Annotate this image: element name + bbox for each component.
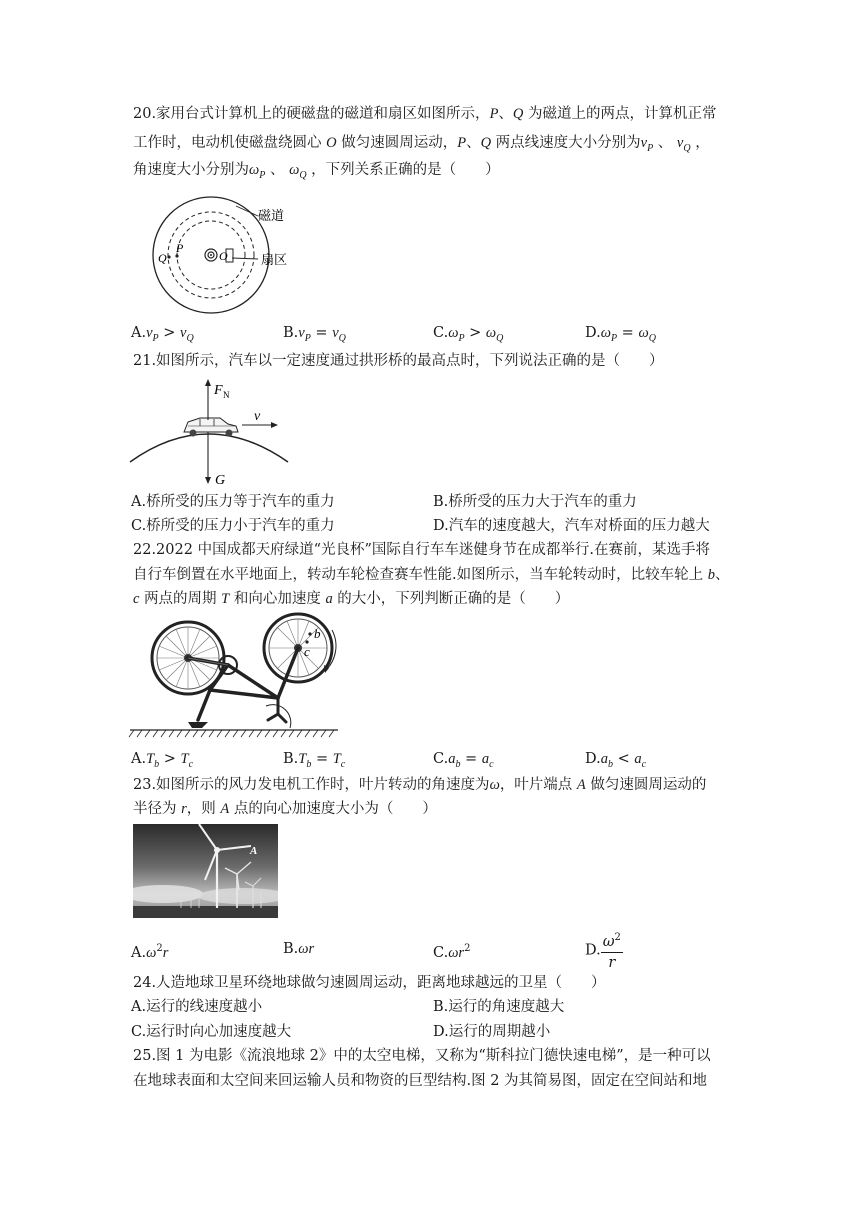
q22-option-c[interactable]: $C.a_b = a_c$ [433,751,494,770]
label-fn: F [214,383,223,398]
q20-line-2: 工作时，电动机使磁盘绕圆心 O 做匀速圆周运动，P、Q 两点线速度大小分别为$v_P$ 、 $v_Q$ ， [133,135,710,154]
fraction: $\frac{\omega^2}{r}$ [601,928,623,973]
q23-option-c[interactable]: $C.\omega r^2$ [433,943,471,961]
bridge-figure [128,376,293,488]
wind-turbine-photo [133,824,278,918]
q20-option-c[interactable]: $C.\omega_P > \omega_Q$ [433,325,504,344]
q22-option-d[interactable]: $D.a_b < a_c$ [585,751,647,770]
q25-line-2: 在地球表面和太空间来回运输人员和物资的巨型结构.图 2 为其简易图，固定在空间站和地 [133,1073,708,1089]
saddle [188,722,208,728]
q20-option-d[interactable]: $D.\omega_P = \omega_Q$ [585,325,656,344]
label-g: G [215,473,226,488]
q23-option-b[interactable]: B.ωr [283,941,315,957]
q21-option-a[interactable]: A.桥所受的压力等于汽车的重力 [131,494,335,510]
q22-option-a[interactable]: $A.T_b > T_c$ [131,751,194,770]
q22-option-b[interactable]: $B.T_b = T_c$ [283,751,346,770]
q24-option-b[interactable]: B.运行的角速度越大 [433,999,565,1015]
bicycle-figure [128,610,340,740]
label-o: O [219,249,228,263]
point-b [308,632,311,635]
q22-line-1: 22.2022 中国成都天府绿道“光良杯”国际自行车车迷健身节在成都举行.在赛前，某选手将 [133,542,711,558]
track-leader [236,206,258,216]
q24-option-c[interactable]: C.运行时向心加速度越大 [131,1024,292,1040]
ground-hatch [129,730,334,737]
handlebar [268,698,286,722]
label-a: A [250,845,258,857]
label-v: v [254,409,261,424]
q20-line-3: 角速度大小分别为$\omega_P$ 、 $\omega_Q$ ，下列关系正确的是（ ） [133,162,500,181]
label-b: b [314,626,321,641]
q24-option-d[interactable]: D.运行的周期越小 [433,1024,551,1040]
ground [133,906,278,918]
q21-stem: 21.如图所示，汽车以一定速度通过拱形桥的最高点时，下列说法正确的是（ ） [133,353,664,369]
velocity-arrowhead [271,422,278,428]
q21-option-c[interactable]: C.桥所受的压力小于汽车的重力 [131,518,335,534]
q21-option-b[interactable]: B.桥所受的压力大于汽车的重力 [433,494,637,510]
q23-option-d[interactable]: D. $\frac{\omega^2}{r}$ [585,928,623,973]
q22-line-3: c 两点的周期 T 和向心加速度 a 的大小，下列判断正确的是（ ） [133,591,570,607]
force-fn-arrowhead [205,379,211,386]
q20-option-a[interactable]: $A.v_P > v_Q$ [131,325,194,344]
q25-line-1: 25.图 1 为电影《流浪地球 2》中的太空电梯，又称为“斯科拉门德快速电梯”，是一种可以 [133,1048,711,1064]
q24-option-a[interactable]: A.运行的线速度越小 [131,999,263,1015]
label-c: c [304,644,310,659]
label-q: Q [158,251,167,265]
q21-option-d[interactable]: D.汽车的速度越大，汽车对桥面的压力越大 [433,518,710,534]
label-sector: 扇区 [261,253,288,268]
q20-line-1: 20.家用台式计算机上的硬磁盘的磁道和扇区如图所示，P、Q 为磁道上的两点，计算机正常 [133,106,717,122]
sky-background [133,824,278,918]
label-fn-sub: N [223,390,230,400]
gravity-arrowhead [205,477,211,484]
disk-figure [128,192,303,317]
center-dot [210,254,212,256]
q20-option-b[interactable]: $B.v_P = v_Q$ [283,325,346,344]
label-track: 磁道 [258,209,285,224]
q22-line-2: 自行车倒置在水平地面上，转动车轮检查赛车性能.如图所示，当车轮转动时，比较车轮上 b、 [133,567,730,583]
arch-bridge [130,434,288,462]
point-q [167,255,170,258]
q24-stem: 24.人造地球卫星环绕地球做匀速圆周运动，距离地球越远的卫星（ ） [133,975,606,991]
q23-line-2: 半径为 r，则 A 点的向心加速度大小为（ ） [133,801,437,817]
q23-line-1: 23.如图所示的风力发电机工作时，叶片转动的角速度为ω，叶片端点 A 做匀速圆周运动的 [133,777,707,793]
q23-option-a[interactable]: $A.\omega^2r$ [131,943,169,961]
label-p: P [176,241,184,255]
